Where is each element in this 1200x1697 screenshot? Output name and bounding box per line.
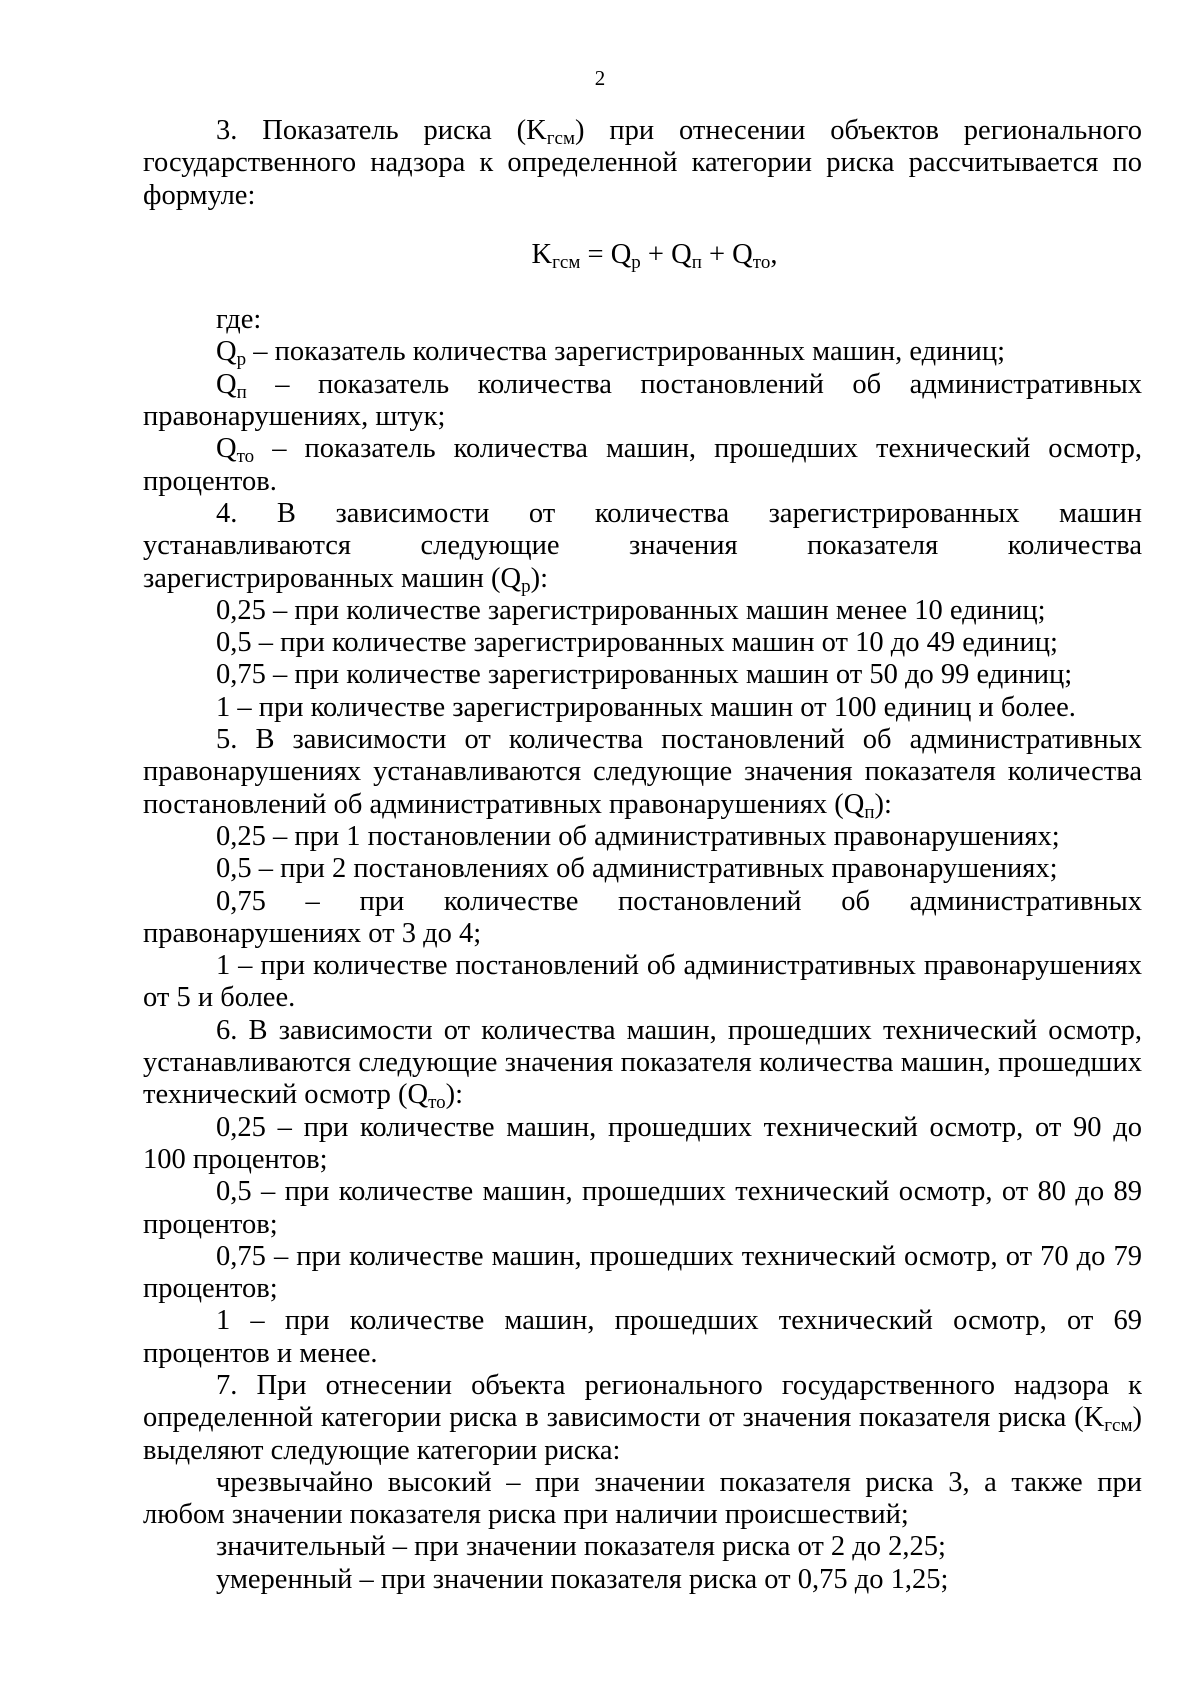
paragraph-7-sub: гсм	[1104, 1415, 1133, 1437]
formula-k-sub: гсм	[552, 251, 581, 273]
paragraph-3-text: 3. Показатель риска (K	[216, 115, 547, 146]
paragraph-6-text: 6. В зависимости от количества машин, прошедших технический осмотр, устанавливаются следующие значения показателя количества машин, прошедших технический осмотр (Q	[143, 1014, 1142, 1111]
def-qr-sub: р	[236, 349, 247, 371]
page-number: 2	[594, 66, 606, 90]
def-qp-text: – показатель количества постановлений об административных правонарушениях, штук;	[143, 368, 1142, 433]
definition-qp	[143, 369, 1142, 434]
formula-eq: = Q	[580, 238, 632, 270]
paragraph-7-text: 7. При отнесении объекта регионального государственного надзора к определенной категории риска в зависимости от значения показателя риска (K	[143, 1369, 1142, 1434]
list-item: 0,25 – при количестве зарегистрированных машин менее 10 единиц;	[216, 594, 1046, 626]
paragraph-3-text-cont: ) при отнесении объектов регионального государственного надзора к определенной категории риска рассчитывается по формуле:	[143, 115, 1143, 211]
list-item: 0,25 – при 1 постановлении об административных правонарушениях;	[216, 820, 1060, 852]
list-item: 0,75 – при количестве постановлений об административных правонарушениях от 3 до 4;	[143, 885, 1142, 949]
paragraph-5-sub: п	[864, 801, 875, 823]
list-item: 0,5 – при количестве зарегистрированных машин от 10 до 49 единиц;	[216, 627, 1058, 659]
def-qto-sub: то	[236, 446, 255, 468]
definition-qr	[143, 336, 1142, 371]
where-label: где:	[216, 304, 262, 336]
formula-qp-sub: п	[691, 251, 702, 273]
def-qto-text: – показатель количества машин, прошедших технический осмотр, процентов.	[143, 433, 1142, 497]
paragraph-7-end: ) выделяют следующие категории риска:	[143, 1402, 1142, 1466]
risk-formula	[143, 239, 1142, 271]
paragraph-4-end: ):	[530, 562, 549, 594]
formula-end: ,	[770, 238, 778, 270]
list-item: 0,25 – при количестве машин, прошедших технический осмотр, от 90 до 100 процентов;	[143, 1111, 1142, 1175]
def-qp-sub: п	[236, 381, 247, 403]
paragraph-6-sub: то	[428, 1092, 446, 1114]
list-item: 1 – при количестве машин, прошедших технический осмотр, от 69 процентов и менее.	[143, 1305, 1142, 1369]
list-item: 0,75 – при количестве машин, прошедших технический осмотр, от 70 до 79 процентов;	[143, 1240, 1142, 1305]
list-item: 0,75 – при количестве зарегистрированных машин от 50 до 99 единиц;	[216, 659, 1073, 691]
formula-qto-sub: то	[752, 251, 771, 273]
paragraph-5-text: 5. В зависимости от количества постановлений об административных правонарушениях устанавливаются следующие значения показателя количества постановлений об административных правонарушениях (Q	[143, 724, 1142, 820]
formula-plus-1: + Q	[640, 238, 692, 270]
formula-k: K	[531, 238, 553, 270]
definition-qto	[143, 433, 1142, 498]
subscript-gsm: гсм	[546, 128, 575, 149]
list-item: 1 – при количестве зарегистрированных машин от 100 единиц и более.	[216, 691, 1076, 723]
paragraph-4	[143, 498, 1142, 595]
paragraph-6	[143, 1015, 1142, 1112]
formula-qr-sub: р	[631, 251, 641, 273]
list-item: умеренный – при значении показателя риска от 0,75 до 1,25;	[216, 1563, 949, 1595]
list-item: 1 – при количестве постановлений об административных правонарушениях от 5 и более.	[143, 950, 1142, 1014]
document-body	[143, 115, 1142, 1596]
formula-plus-2: + Q	[701, 238, 753, 270]
paragraph-4-sub: р	[521, 575, 531, 597]
paragraph-5	[143, 724, 1142, 821]
def-qto-q: Q	[216, 433, 237, 465]
paragraph-6-end: ):	[445, 1079, 464, 1111]
def-qp-q: Q	[216, 368, 237, 400]
paragraph-3	[143, 115, 1142, 212]
list-item: 0,5 – при количестве машин, прошедших технический осмотр, от 80 до 89 процентов;	[143, 1176, 1142, 1240]
list-item: 0,5 – при 2 постановлениях об административных правонарушениях;	[216, 853, 1058, 885]
def-qr-text: – показатель количества зарегистрированных машин, единиц;	[246, 336, 1006, 368]
list-item: чрезвычайно высокий – при значении показателя риска 3, а также при любом значении показателя риска при наличии происшествий;	[143, 1466, 1142, 1531]
paragraph-5-end: ):	[874, 788, 892, 820]
list-item: значительный – при значении показателя риска от 2 до 2,25;	[216, 1531, 946, 1563]
paragraph-7	[143, 1370, 1142, 1467]
paragraph-4-text: 4. В зависимости от количества зарегистрированных машин устанавливаются следующие значения показателя количества зарегистрированных машин (Q	[143, 497, 1142, 594]
def-qr-q: Q	[216, 336, 237, 368]
